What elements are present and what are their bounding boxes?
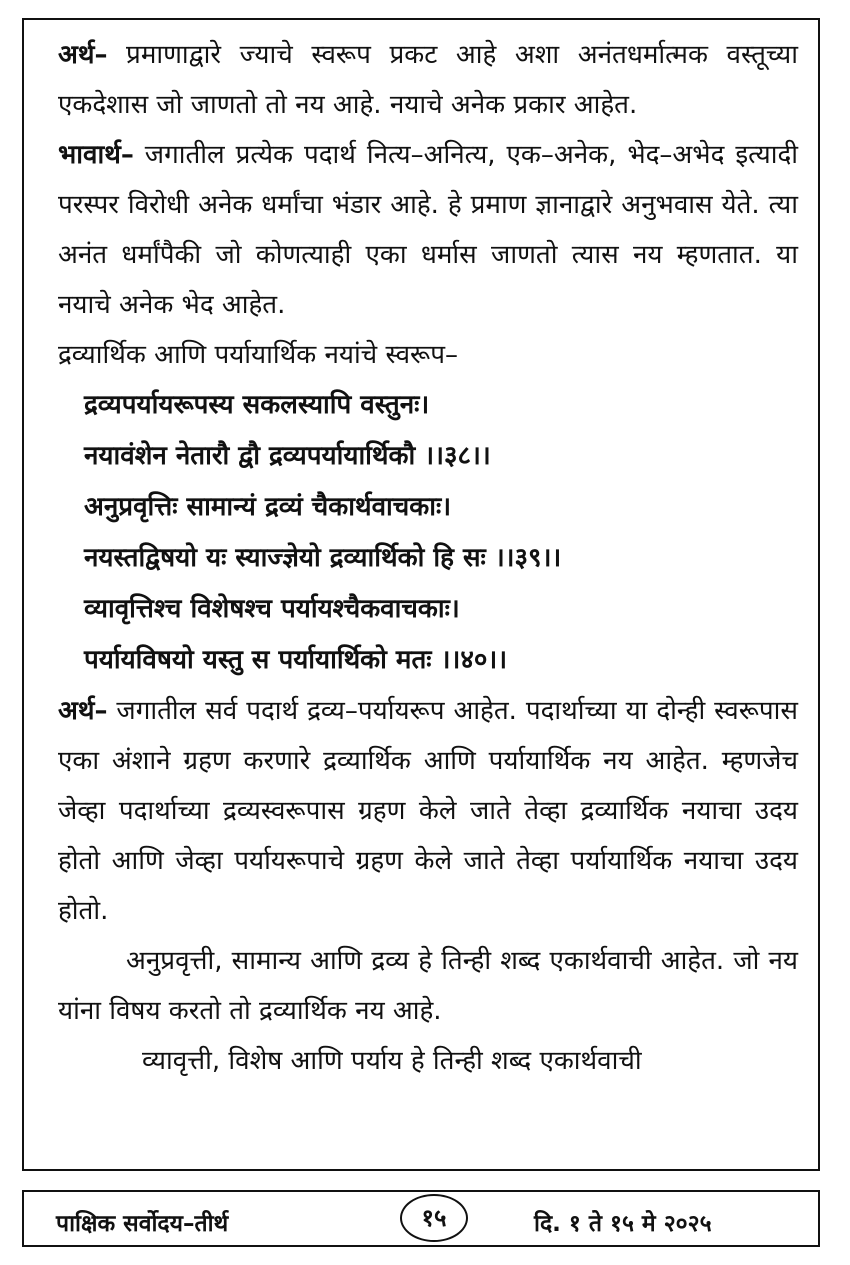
meaning-text: प्रमाणाद्वारे ज्याचे स्वरूप प्रकट आहे अशा अनंतधर्मात्मक वस्तूच्या एकदेशास जो जाणतो तो नय आहे. नयाचे अनेक प्रकार आहेत. xyxy=(58,40,798,120)
paragraph-meaning-2 xyxy=(58,686,798,936)
meaning-text: जगातील सर्व पदार्थ द्रव्य–पर्यायरूप आहेत. पदार्थाच्या या दोन्ही स्वरूपास एका अंशाने ग्रहण करणारे द्रव्यार्थिक आणि पर्यायार्थिक नय आहेत. म्हणजेच जेव्हा पदार्थाच्या द्रव्यस्वरूपास ग्रहण केले जाते तेव्हा द्रव्यार्थिक नयाचा उदय होतो आणि जेव्हा पर्यायरूपाचे ग्रहण केले जाते तेव्हा पर्यायार्थिक नयाचा उदय होतो. xyxy=(58,696,798,926)
paragraph-anupravrutti: अनुप्रवृत्ती, सामान्य आणि द्रव्य हे तिन्ही शब्द एकार्थवाची आहेत. जो नय यांना विषय करतो तो द्रव्यार्थिक नय आहे. xyxy=(58,946,798,1026)
paragraph-meaning-1 xyxy=(58,30,798,130)
verse-line: नयावंशेन नेतारौ द्वौ द्रव्यपर्यायार्थिकौ ।।३८।। xyxy=(84,441,491,471)
verse-line: अनुप्रवृत्तिः सामान्यं द्रव्यं चैकार्थवाचकाः। xyxy=(84,492,452,522)
explanation-label: भावार्थ– xyxy=(58,140,134,170)
meaning-label: अर्थ– xyxy=(58,696,108,726)
verse-line: द्रव्यपर्यायरूपस्य सकलस्यापि वस्तुनः। xyxy=(84,390,430,420)
issue-date: दि. १ ते १५ मे २०२५ xyxy=(534,1211,712,1237)
paragraph-explanation xyxy=(58,130,798,330)
paragraph-vyavrutti: व्यावृत्ती, विशेष आणि पर्याय हे तिन्ही शब्द एकार्थवाची xyxy=(142,1046,642,1076)
explanation-text: जगातील प्रत्येक पदार्थ नित्य–अनित्य, एक–अनेक, भेद–अभेद इत्यादी परस्पर विरोधी अनेक धर्मांचा भंडार आहे. हे प्रमाण ज्ञानाद्वारे अनुभवास येते. त्या अनंत धर्मांपैकी जो कोणत्याही एका धर्मास जाणतो त्यास नय म्हणतात. या नयाचे अनेक भेद आहेत. xyxy=(58,140,798,320)
page-number-badge: १५ xyxy=(400,1194,468,1242)
verse-line: नयस्तद्विषयो यः स्याज्ज्ञेयो द्रव्यार्थिको हि सः ।।३९।। xyxy=(84,543,562,573)
meaning-label: अर्थ– xyxy=(58,40,108,70)
publication-name: पाक्षिक सर्वोदय–तीर्थ xyxy=(56,1211,229,1237)
page-footer xyxy=(22,1190,820,1247)
section-heading: द्रव्यार्थिक आणि पर्यायार्थिक नयांचे स्वरूप– xyxy=(58,340,458,370)
verse-line: व्यावृत्तिश्च विशेषश्च पर्यायश्चैकवाचकाः। xyxy=(84,594,460,624)
page-content xyxy=(58,30,798,1086)
verse-line: पर्यायविषयो यस्तु स पर्यायार्थिको मतः ।।४०।। xyxy=(84,645,508,675)
